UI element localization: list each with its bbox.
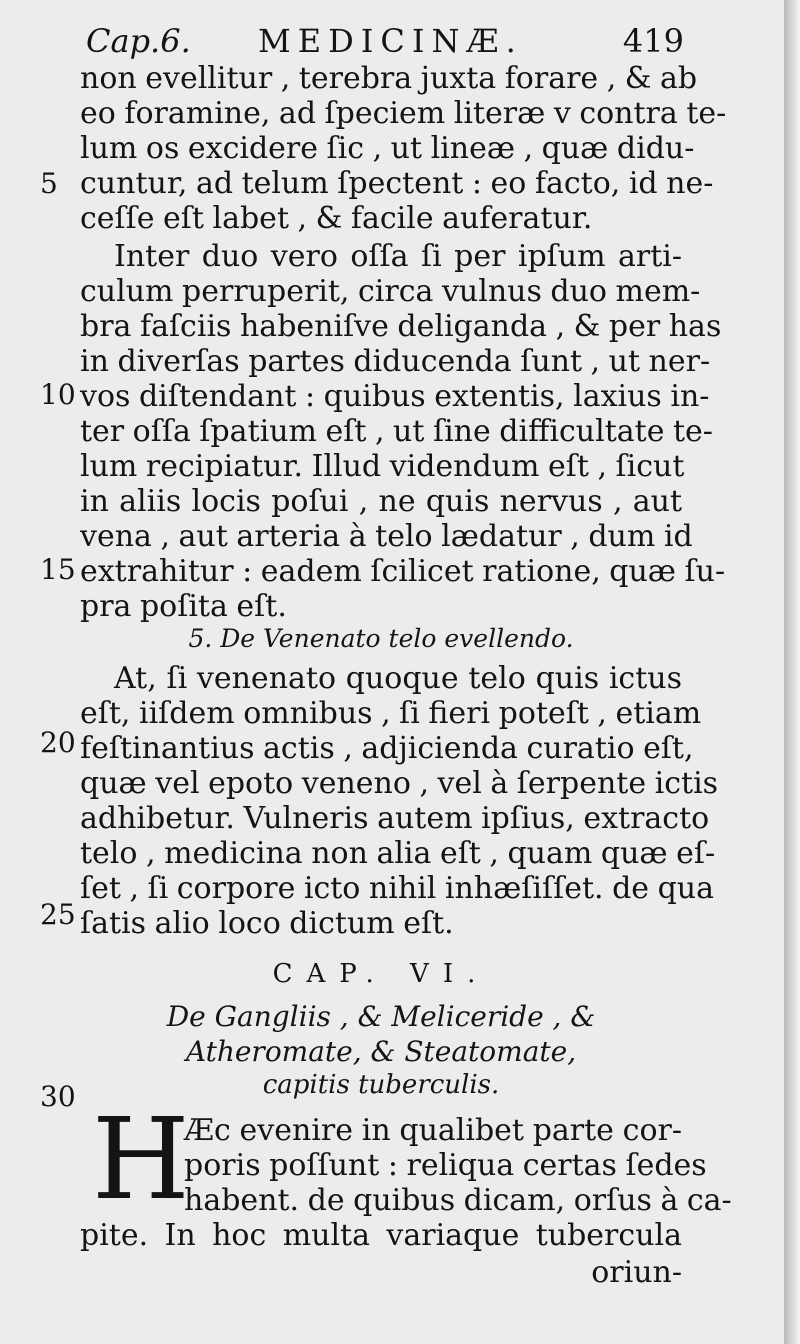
- running-header: [86, 20, 684, 62]
- text-line: non evellitur , terebra juxta forare , & ab: [80, 61, 698, 96]
- text-line: Inter duo vero oſſa ſi per ipſum arti-: [114, 239, 682, 274]
- text-line: feſtinantius actis , adjicienda curatio eſt,: [80, 731, 694, 766]
- margin-line-number: 30: [40, 1080, 76, 1113]
- text-line: quæ vel epoto veneno , vel à ſerpente ictis: [80, 766, 719, 801]
- text-line: habent. de quibus dicam, orſus à ca-: [184, 1183, 732, 1218]
- text-line: bra faſciis habeniſve deliganda , & per has: [80, 309, 722, 344]
- section-heading: 5. De Venenato telo evellendo.: [188, 624, 574, 653]
- text-line: adhibetur. Vulneris autem ipſius, extracto: [80, 801, 710, 836]
- header-title: MEDICINÆ.: [258, 22, 523, 60]
- chapter-subtitle-line: De Gangliis , & Meliceride , &: [166, 1000, 596, 1033]
- text-line: ſet , ſi corpore icto nihil inhæſiſſet. de qua: [80, 871, 714, 906]
- text-line: pite. In hoc multa variaque tubercula: [80, 1218, 682, 1253]
- text-line: telo , medicina non alia eſt , quam quæ eſ-: [80, 836, 716, 871]
- text-line: in aliis locis poſui , ne quis nervus , aut: [80, 484, 682, 519]
- text-line: pra poſita eſt.: [80, 589, 287, 624]
- text-line: poris poſſunt : reliqua certas ſedes: [184, 1148, 707, 1183]
- margin-line-number: 20: [40, 726, 76, 759]
- text-line: Æc evenire in qualibet parte cor-: [184, 1113, 682, 1148]
- margin-line-number: 15: [40, 553, 76, 586]
- text-line: eſt, iiſdem omnibus , ſi fieri poteſt , etiam: [80, 696, 702, 731]
- chapter-subtitle-line: Atheromate, & Steatomate,: [185, 1035, 577, 1068]
- text-line: eo foramine, ad ſpeciem literæ v contra te-: [80, 96, 727, 131]
- text-line: vos diſtendant : quibus extentis, laxius in-: [80, 379, 710, 414]
- page-gutter: [784, 0, 800, 1344]
- text-line: ceſſe eſt labet , & facile auferatur.: [80, 201, 593, 236]
- chapter-subtitle-line: capitis tuberculis.: [262, 1070, 500, 1100]
- margin-line-number: 10: [40, 378, 76, 411]
- chapter-heading: CAP. VI.: [272, 959, 490, 989]
- text-line: extrahitur : eadem ſcilicet ratione, quæ ſu-: [80, 554, 726, 589]
- drop-cap: H: [92, 1095, 190, 1225]
- margin-line-number: 25: [40, 898, 76, 931]
- text-line: culum perruperit, circa vulnus duo mem-: [80, 274, 701, 309]
- text-line: ſatis alio loco dictum eſt.: [80, 906, 454, 941]
- page-number: 419: [622, 22, 684, 60]
- catchword: oriun-: [591, 1255, 682, 1290]
- header-chapter: Cap.6.: [86, 22, 191, 60]
- text-line: cuntur, ad telum ſpectent : eo facto, id ne-: [80, 166, 714, 201]
- text-line: ter oſſa ſpatium eſt , ut ſine difficultate te-: [80, 414, 713, 449]
- text-line: At, ſi venenato quoque telo quis ictus: [114, 661, 682, 696]
- text-line: vena , aut arteria à telo lædatur , dum id: [80, 519, 693, 554]
- margin-line-number: 5: [40, 167, 58, 200]
- text-line: in diverſas partes diducenda ſunt , ut ner-: [80, 344, 711, 379]
- text-line: lum recipiatur. Illud videndum eſt , ſicut: [80, 449, 685, 484]
- text-line: lum os excidere ſic , ut lineæ , quæ didu-: [80, 131, 695, 166]
